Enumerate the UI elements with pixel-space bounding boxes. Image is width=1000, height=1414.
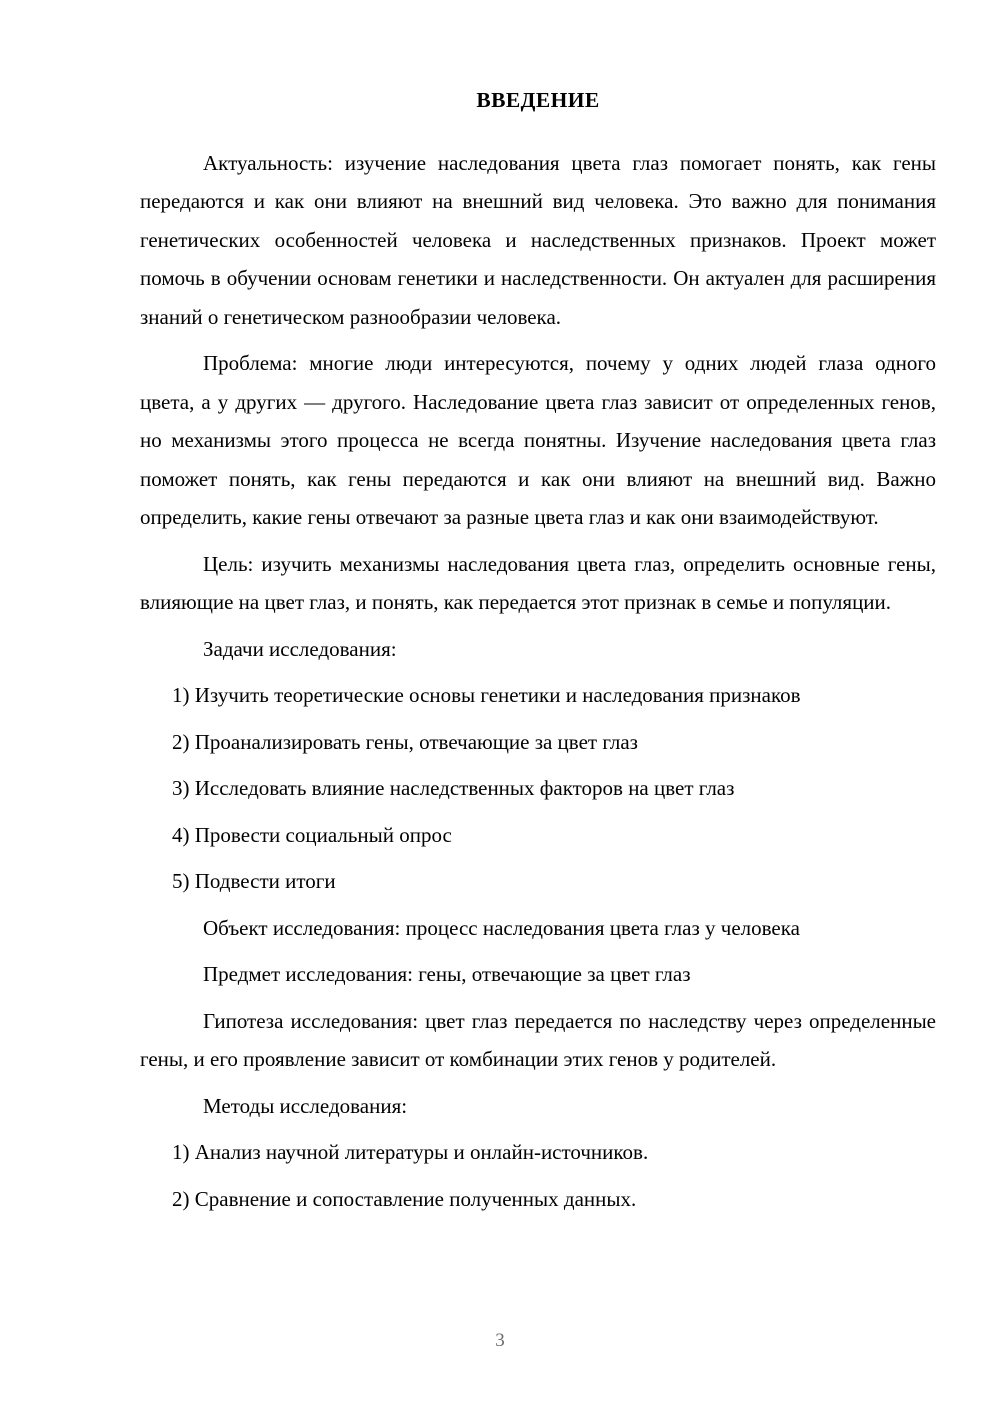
paragraph-relevance: Актуальность: изучение наследования цвета глаз помогает понять, как гены передаются и как они влияют на внешний вид человека. Это важно для понимания генетических особенностей человека и наследственных признаков. Проект может помочь в обучении основам генетики и наследственности. Он актуален для расширения знаний о генетическом разнообразии человека. (140, 150, 936, 329)
document-body (140, 88, 936, 1226)
list-item: 1) Анализ научной литературы и онлайн-источников. (172, 1140, 649, 1165)
page-number: 3 (495, 1330, 505, 1351)
list-item: 5) Подвести итоги (172, 869, 336, 894)
object-of-research-line: Объект исследования: процесс наследования цвета глаз у человека (203, 915, 800, 940)
list-item: 2) Сравнение и сопоставление полученных данных. (172, 1186, 637, 1211)
page-title: ВВЕДЕНИЕ (476, 88, 600, 112)
list-item: 2) Проанализировать гены, отвечающие за цвет глаз (172, 729, 638, 754)
methods-heading: Методы исследования: (203, 1093, 408, 1118)
subject-of-research-line: Предмет исследования: гены, отвечающие за цвет глаз (203, 962, 691, 987)
list-item: 4) Провести социальный опрос (172, 822, 452, 847)
paragraph-problem: Проблема: многие люди интересуются, почему у одних людей глаза одного цвета, а у других — другого. Наследование цвета глаз зависит от определенных генов, но механизмы этого процесса не всегда понятны. Изучение наследования цвета глаз поможет понять, как гены передаются и как они влияют на внешний вид. Важно определить, какие гены отвечают за разные цвета глаз и как они взаимодействуют. (140, 351, 936, 530)
tasks-heading: Задачи исследования: (203, 636, 397, 661)
paragraph-hypothesis: Гипотеза исследования: цвет глаз передается по наследству через определенные гены, и его проявление зависит от комбинации этих генов у родителей. (140, 1008, 936, 1072)
list-item: 3) Исследовать влияние наследственных факторов на цвет глаз (172, 776, 735, 801)
paragraph-goal: Цель: изучить механизмы наследования цвета глаз, определить основные гены, влияющие на цвет глаз, и понять, как передается этот признак в семье и популяции. (140, 551, 936, 615)
list-item: 1) Изучить теоретические основы генетики и наследования признаков (172, 683, 801, 708)
